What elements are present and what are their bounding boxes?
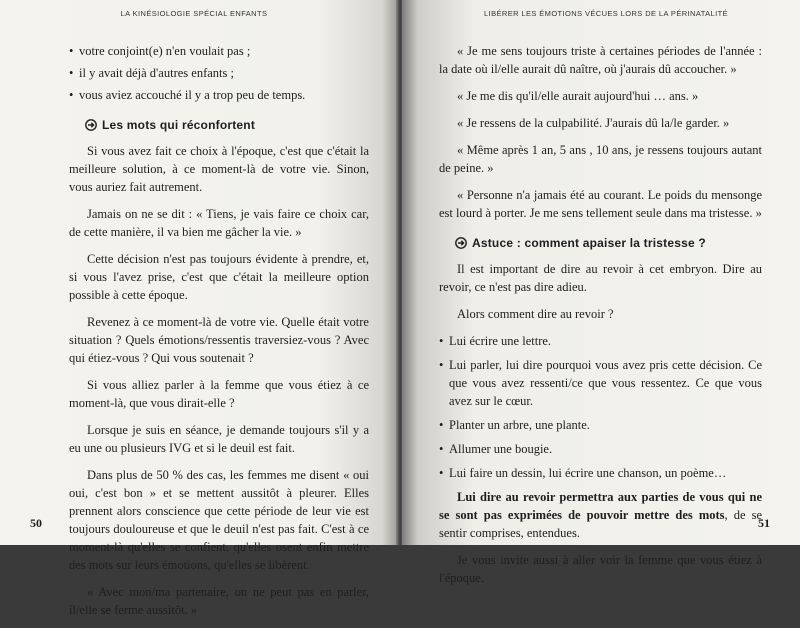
quote-paragraph: « Je ressens de la culpabilité. J'aurais dû la/le garder. » [457,116,730,130]
section-heading-text: Astuce : comment apaiser la tristesse ? [472,236,706,250]
quote-paragraph: « Je me sens toujours triste à certaines périodes de l'année : la date où il/elle aurait dû naître, où j'aurais dû accoucher. » [439,44,762,76]
left-page [0,0,398,617]
running-header: LIBÉRER LES ÉMOTIONS VÉCUES LORS DE LA PÉRINATALITÉ [484,9,728,18]
paragraph: Jamais on ne se dit : « Tiens, je vais faire ce choix car, de cette manière, il va bien me gâcher la vie. » [69,207,369,239]
paragraph: Si vous alliez parler à la femme que vous étiez à ce moment-là, que vous dirait-elle ? [69,378,369,410]
page-body [69,42,369,628]
paragraph: Je vous invite aussi à aller voir la femme que vous étiez à l'époque. [439,553,762,585]
paragraph: Il est important de dire au revoir à cet embryon. Dire au revoir, ce n'est pas dire adieu. [439,262,762,294]
paragraph: Lorsque je suis en séance, je demande toujours s'il y a eu une ou plusieurs IVG et si le deuil est fait. [69,423,369,455]
section-heading-text: Les mots qui réconfortent [102,118,256,132]
quote-paragraph: « Même après 1 an, 5 ans , 10 ans, je ressens toujours autant de peine. » [439,143,762,175]
paragraph: Alors comment dire au revoir ? [457,307,614,321]
list-item: • il y avait déjà d'autres enfants ; [69,64,369,82]
section-heading [85,116,369,134]
quote-paragraph: « Personne n'a jamais été au courant. Le poids du mensonge est lourd à porter. Je me sens tellement seule dans ma tristesse. » [439,188,762,220]
bullet-list [69,42,369,104]
list-item: • vous aviez accouché il y a trop peu de temps. [69,86,369,104]
paragraph: Si vous avez fait ce choix à l'époque, c'est que c'était la meilleure solution, à ce moment-là de votre vie. Sinon, vous auriez fait autrement. [69,144,369,194]
list-item: • Lui parler, lui dire pourquoi vous avez pris cette décision. Ce que vous avez ressenti/ce que vous ressentez. Ce que vous avez sur le cœur. [439,356,762,410]
running-header: LA KINÉSIOLOGIE SPÉCIAL ENFANTS [120,9,268,18]
page-body [439,42,762,596]
list-item: • Lui faire un dessin, lui écrire une chanson, un poème… [439,464,762,482]
list-item: • votre conjoint(e) n'en voulait pas ; [69,42,369,60]
closing-text: , de se sentir comprises, entendues. [439,508,762,540]
paragraph: Revenez à ce moment-là de votre vie. Quelle était votre situation ? Quels émotions/ressentis traversiez-vous ? Avec qui étiez-vous ? Qui vous soutenait ? [69,315,369,365]
paragraph: Cette décision n'est pas toujours évidente à prendre, et, si vous l'avez prise, c'est que c'était la meilleure option possible à cette époque. [69,252,369,302]
page-number: 51 [758,516,770,530]
list-item: • Allumer une bougie. [439,440,762,458]
bullet-list [439,332,762,482]
quote-paragraph: « Je me dis qu'il/elle aurait aujourd'hui … ans. » [457,89,699,103]
section-heading [455,234,762,252]
circled-arrow-icon [455,237,467,249]
closing-paragraph [439,488,762,542]
page-number: 50 [30,516,42,530]
list-item: • Lui écrire une lettre. [439,332,762,350]
paragraph: « Avec mon/ma partenaire, on ne peut pas en parler, il/elle se ferme aussitôt. » [69,585,369,617]
paragraph: Dans plus de 50 % des cas, les femmes me disent « oui oui, c'est bon » et se mettent aussitôt à pleurer. Elles prennent alors conscience que cette période de leur vie est toujours douloureuse et que le deuil n'est pas fait. C'est à ce moment-là qu'elles se confient, qu'elles osent enfin mettre des mots sur leurs émotions, qu'elles se libèrent. [69,468,369,572]
closing-bold-text: Lui dire au revoir permettra aux parties de vous qui ne se sont pas exprimées de pouvoir mettre des mots [439,490,762,522]
list-item: • Planter un arbre, une plante. [439,416,762,434]
circled-arrow-icon [85,119,97,131]
right-page [402,0,800,585]
